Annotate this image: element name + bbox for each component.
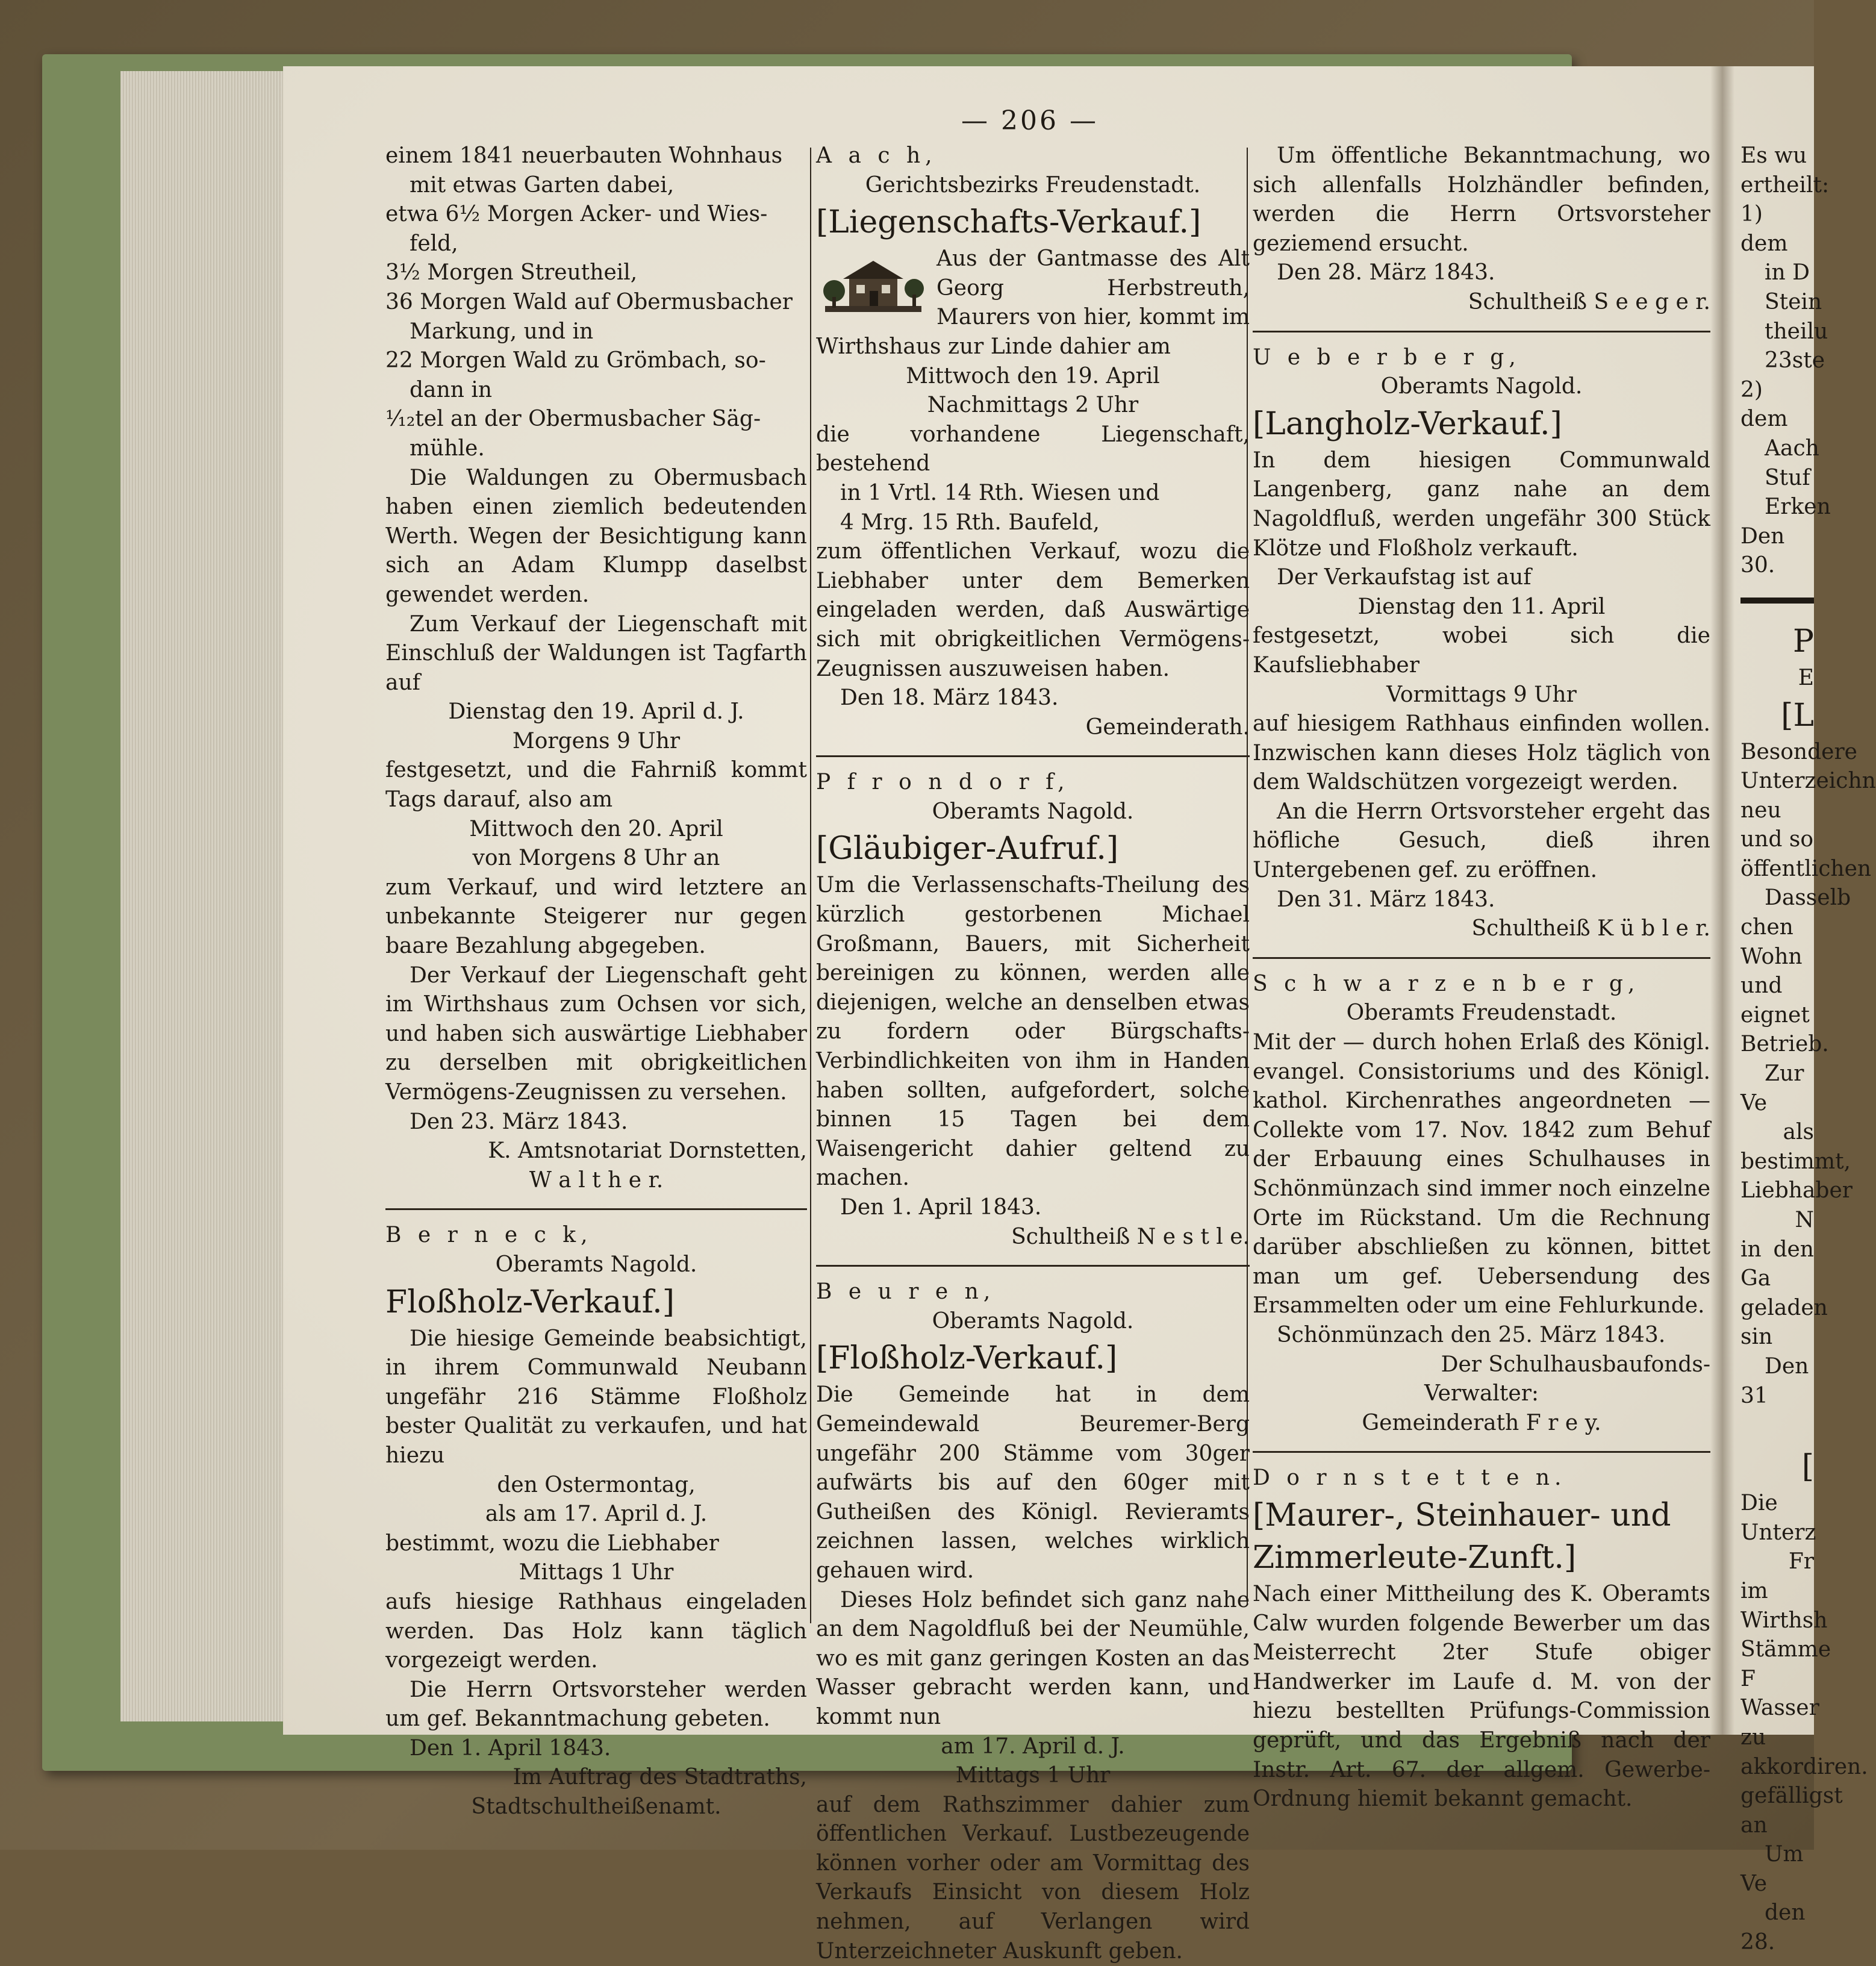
text-line: Es wu: [1740, 143, 1807, 168]
paragraph: festgesetzt, und die Fahrniß kommt Tags darauf, also am: [385, 758, 807, 813]
section-divider: [1253, 331, 1710, 332]
time-line: Mittags 1 Uhr: [519, 1560, 674, 1585]
signature: Verwalter:: [1424, 1381, 1539, 1406]
text-line: akkordiren.: [1740, 1754, 1868, 1779]
district-line: Oberamts Nagold.: [932, 1308, 1134, 1334]
dateline: Den 31. März 1843.: [1277, 887, 1495, 912]
text-line: die vorhandene Liegenschaft, bestehend: [816, 422, 1250, 476]
place-heading: U e b e r b e r g,: [1253, 345, 1521, 370]
text-line: 2) dem: [1740, 377, 1788, 432]
text-line: Aach: [1765, 435, 1819, 461]
time-line: von Morgens 8 Uhr an: [472, 846, 720, 871]
house-vignette-icon: [816, 247, 930, 319]
place-heading: D o r n s t e t t e n.: [1253, 1465, 1566, 1491]
paragraph: Mit der — durch hohen Erlaß des Königl. evangel. Consistoriums und des Königl. kathol. Kirchenrathes angeordneten — Collekte vom 17. Nov. 1842 zum Behuf der Erbauung eines Schulhauses in Schönmünzach sind immer noch einzelne Orte im Rückstand. Um die Rechnung darüber abschließen zu können, bittet man um gef. Uebersendung des Ersammelten oder um eine Fehlurkunde.: [1253, 1030, 1710, 1318]
dateline: Schönmünzach den 25. März 1843.: [1277, 1322, 1666, 1347]
district-line: Oberamts Nagold.: [932, 799, 1134, 824]
paragraph: Zum Verkauf der Liegenschaft mit Einschluß der Waldungen ist Tagfarth auf: [385, 611, 807, 695]
dateline: Den 18. März 1843.: [840, 685, 1059, 711]
district-line: Oberamts Freudenstadt.: [1346, 1000, 1617, 1026]
text-line: ertheilt:: [1740, 172, 1830, 198]
text-line: Den 30.: [1740, 523, 1785, 578]
text-line: Die Unterz: [1740, 1491, 1816, 1545]
text-line: Stämme F: [1740, 1637, 1831, 1691]
place-heading: B e u r e n,: [816, 1279, 996, 1305]
section-divider: [816, 1265, 1250, 1267]
text-line: N: [1795, 1208, 1814, 1232]
text-line: mit etwas Garten dabei,: [410, 172, 675, 198]
text-line: dann in: [410, 377, 493, 402]
text-line: in den Ga: [1740, 1237, 1814, 1291]
signature: K. Amtsnotariat Dornstetten,: [488, 1138, 807, 1164]
text-line: [: [1801, 1449, 1814, 1485]
paragraph: Um öffentliche Bekanntmachung, wo sich allenfalls Holzhändler befinden, werden die Herrn Ortsvorsteher geziemend ersucht.: [1253, 143, 1710, 256]
signature: Gemeinderath.: [1085, 714, 1250, 740]
text-line: 4 Mrg. 15 Rth. Baufeld,: [840, 510, 1100, 535]
signature-name: Stadtschultheißenamt.: [471, 1794, 721, 1820]
text-line: geladen sin: [1740, 1295, 1828, 1350]
signature: Schultheiß S e e g e r.: [1468, 289, 1710, 314]
time-line: Vormittags 9 Uhr: [1386, 682, 1577, 707]
paragraph: Dieses Holz befindet sich ganz nahe an dem Nagoldfluß bei der Neumühle, wo es mit ganz geringen Kosten an das Wasser gebracht werden kann, und kommt nun: [816, 1587, 1250, 1729]
paragraph: Die Waldungen zu Obermusbach haben einen ziemlich bedeutenden Werth. Wegen der Besichtigung kann sich an Adam Klumpp daselbst gewendet werden.: [385, 465, 807, 607]
paragraph: zum öffentlichen Verkauf, wozu die Liebhaber unter dem Bemerken eingeladen werden, daß Auswärtige sich mit obrigkeitlichen Vermögens-Zeugnissen auszuweisen haben.: [816, 539, 1250, 681]
text-line: Zur Ve: [1740, 1061, 1804, 1116]
text-line: ¹⁄₁₂tel an der Obermusbacher Säg-: [385, 407, 761, 432]
text-line: bestimmt, wozu die Liebhaber: [385, 1531, 719, 1556]
text-line: 22 Morgen Wald zu Grömbach, so-: [385, 348, 766, 373]
text-line: Um Ve: [1740, 1842, 1804, 1896]
notice-heading: [Liegenschafts-Verkauf.]: [816, 204, 1201, 241]
text-line: neu und so: [1740, 797, 1814, 852]
text-line: Stuf: [1765, 465, 1810, 490]
text-line: Betrieb.: [1740, 1032, 1829, 1057]
paragraph: aufs hiesige Rathhaus eingeladen werden. Das Holz kann täglich vorgezeigt werden.: [385, 1589, 807, 1673]
date-line: den Ostermontag,: [497, 1472, 696, 1497]
text-line: den 28.: [1740, 1900, 1806, 1955]
place-heading: A a c h,: [816, 143, 937, 168]
text-line: chen Wohn: [1740, 915, 1803, 969]
notice-heading: [Maurer-, Steinhauer- und: [1253, 1497, 1671, 1534]
text-line: mühle.: [410, 435, 485, 461]
text-line: Der Verkaufstag ist auf: [1277, 565, 1532, 590]
paragraph: auf hiesigem Rathhaus einfinden wollen. Inzwischen kann dieses Holz täglich von dem Waldschützen vorgezeigt werden.: [1253, 711, 1710, 795]
date-line: Dienstag den 11. April: [1357, 594, 1606, 619]
text-line: theilu: [1765, 319, 1828, 344]
signature: Schultheiß K ü b l e r.: [1471, 916, 1710, 941]
book-gutter: [1710, 66, 1734, 1735]
notice-heading: [Floßholz-Verkauf.]: [816, 1340, 1118, 1377]
text-line: und eignet: [1740, 973, 1810, 1028]
place-heading: S c h w a r z e n b e r g,: [1253, 971, 1640, 996]
signature-name: Gemeinderath F r e y.: [1362, 1410, 1601, 1435]
time-line: Nachmittags 2 Uhr: [927, 393, 1139, 418]
district-line: Gerichtsbezirks Freudenstadt.: [865, 172, 1201, 198]
notice-heading: Zimmerleute-Zunft.]: [1253, 1539, 1577, 1576]
paragraph: Die Gemeinde hat in dem Gemeindewald Beuremer-Berg ungefähr 200 Stämme vom 30ger aufwärts bis auf den 60ger mit Gutheißen des Königl. Revieramts zeichnen lassen, welches wirklich gehauen wird.: [816, 1382, 1250, 1583]
text-line: P: [1793, 623, 1814, 660]
text-line: Liebhaber: [1740, 1178, 1853, 1203]
place-heading: P f r o n d o r f,: [816, 770, 1070, 795]
text-line: Erken: [1765, 495, 1831, 520]
text-line: Dasselb: [1765, 885, 1851, 911]
paragraph: zum Verkauf, und wird letztere an unbekannte Steigerer nur gegen baare Bezahlung abgegeben.: [385, 875, 807, 959]
text-line: feld,: [410, 231, 458, 256]
paragraph: Um die Verlassenschafts-Theilung des kürzlich gestorbenen Michael Großmann, Bauers, mit Sicherheit bereinigen zu können, werden alle diejenigen, welche an denselben etwas zu fordern oder Bürgschafts-Verbindlichkeiten von ihm in Handen haben sollten, aufgefordert, solche binnen 15 Tagen bei dem Waisengericht dahier geltend zu machen.: [816, 873, 1250, 1191]
section-divider: [1253, 1451, 1710, 1453]
paragraph: auf dem Rathszimmer dahier zum öffentlichen Verkauf. Lustbezeugende können vorher oder am Vormittag des Verkaufs Einsicht von diesem Holz nehmen, auf Verlangen wird Unterzeichneter Auskunft geben.: [816, 1792, 1250, 1964]
section-divider: [1253, 957, 1710, 959]
signature-name: W a l t h e r.: [529, 1167, 664, 1193]
notice-heading: [Gläubiger-Aufruf.]: [816, 831, 1119, 867]
text-line: E: [1798, 665, 1814, 690]
text-line: Fr: [1788, 1549, 1814, 1574]
text-line: 23ste: [1765, 348, 1825, 373]
dateline: Den 1. April 1843.: [840, 1195, 1042, 1220]
column-rule: [810, 148, 811, 1623]
time-line: Mittags 1 Uhr: [955, 1763, 1111, 1788]
text-line: öffentlichen: [1740, 856, 1872, 881]
paragraph: An die Herrn Ortsvorsteher ergeht das höfliche Gesuch, dieß ihren Untergebenen gef. zu eröffnen.: [1253, 799, 1710, 883]
date-line: als am 17. April d. J.: [485, 1502, 708, 1527]
district-line: Oberamts Nagold.: [495, 1252, 697, 1277]
text-line: Markung, und in: [410, 319, 594, 344]
section-divider: [385, 1208, 807, 1210]
column-4-cropped: [1740, 142, 1876, 1958]
paragraph: Nach einer Mittheilung des K. Oberamts Calw wurden folgende Bewerber um das Meisterrecht 2ter Stufe obiger Handwerker im Laufe d. M. von der hiezu bestellten Prüfungs-Commission geprüft, und das Ergebniß nach der Instr. Art. 67. der allgem. Gewerbe-Ordnung hiemit bekannt gemacht.: [1253, 1581, 1710, 1812]
text-line: Den 31: [1740, 1353, 1809, 1408]
paragraph: Die Herrn Ortsvorsteher werden um gef. Bekanntmachung gebeten.: [385, 1677, 807, 1732]
text-line: einem 1841 neuerbauten Wohnhaus: [385, 143, 783, 168]
section-divider: [1740, 598, 1814, 604]
page-edges: [120, 71, 295, 1721]
text-line: Unterzeichn: [1740, 769, 1876, 794]
date-line: Mittwoch den 20. April: [469, 816, 723, 841]
column-3: [1253, 142, 1710, 1814]
text-line: als: [1783, 1120, 1814, 1145]
paragraph: Aus der Gantmasse des Alt Georg Herbstreuth, Maurers von hier, kommt im Wirthshaus zur Linde dahier am: [816, 246, 1250, 359]
column-2: [816, 142, 1250, 1966]
text-line: etwa 6½ Morgen Acker- und Wies-: [385, 202, 768, 227]
notice-heading: [Langholz-Verkauf.]: [1253, 405, 1562, 442]
time-line: Morgens 9 Uhr: [512, 728, 681, 754]
text-line: Wasser zu: [1740, 1696, 1819, 1750]
text-line: 3½ Morgen Streutheil,: [385, 260, 638, 286]
text-line: im Wirthsh: [1740, 1578, 1828, 1633]
paragraph: Der Verkauf der Liegenschaft geht im Wirthshaus zum Ochsen vor sich, und haben sich auswärtige Liebhaber zu derselben mit obrigkeitlichen Vermögens-Zeugnissen zu versehen.: [385, 963, 807, 1105]
text-line: 1) dem: [1740, 202, 1788, 256]
text-line: Stein: [1765, 289, 1822, 314]
dateline: Den 28. März 1843.: [1277, 260, 1495, 286]
text-line: [L: [1781, 697, 1814, 734]
date-line: am 17. April d. J.: [941, 1734, 1125, 1759]
signature: Im Auftrag des Stadtraths,: [513, 1765, 807, 1790]
text-line: festgesetzt, wobei sich die Kaufsliebhaber: [1253, 623, 1710, 678]
dateline: Den 23. März 1843.: [410, 1109, 628, 1134]
text-line: in 1 Vrtl. 14 Rth. Wiesen und: [840, 480, 1160, 505]
signature: Schultheiß N e s t l e.: [1011, 1224, 1250, 1249]
text-line: 36 Morgen Wald auf Obermusbacher: [385, 289, 793, 314]
notice-heading: Floßholz-Verkauf.]: [385, 1284, 675, 1320]
district-line: Oberamts Nagold.: [1380, 374, 1583, 399]
text-line: gefälligst an: [1740, 1783, 1843, 1838]
signature: Der Schulhausbaufonds-: [1441, 1352, 1710, 1377]
page-number: — 206 —: [961, 105, 1098, 136]
text-line: in D: [1765, 260, 1810, 286]
section-divider: [816, 755, 1250, 757]
date-line: Dienstag den 19. April d. J.: [448, 699, 744, 725]
column-1: [385, 142, 807, 1822]
text-line: Besondere: [1740, 739, 1857, 764]
paragraph: In dem hiesigen Communwald Langenberg, ganz nahe an dem Nagoldfluß, werden ungefähr 300 Stück Klötze und Floßholz verkauft.: [1253, 448, 1710, 561]
date-line: Mittwoch den 19. April: [906, 363, 1160, 389]
dateline: Den 1. April 1843.: [410, 1735, 611, 1761]
place-heading: B e r n e c k,: [385, 1223, 593, 1248]
text-line: bestimmt,: [1740, 1149, 1851, 1174]
paragraph: Die hiesige Gemeinde beabsichtigt, in ihrem Communwald Neubann ungefähr 216 Stämme Floßholz bester Qualität zu verkaufen, und hat hiezu: [385, 1326, 807, 1468]
